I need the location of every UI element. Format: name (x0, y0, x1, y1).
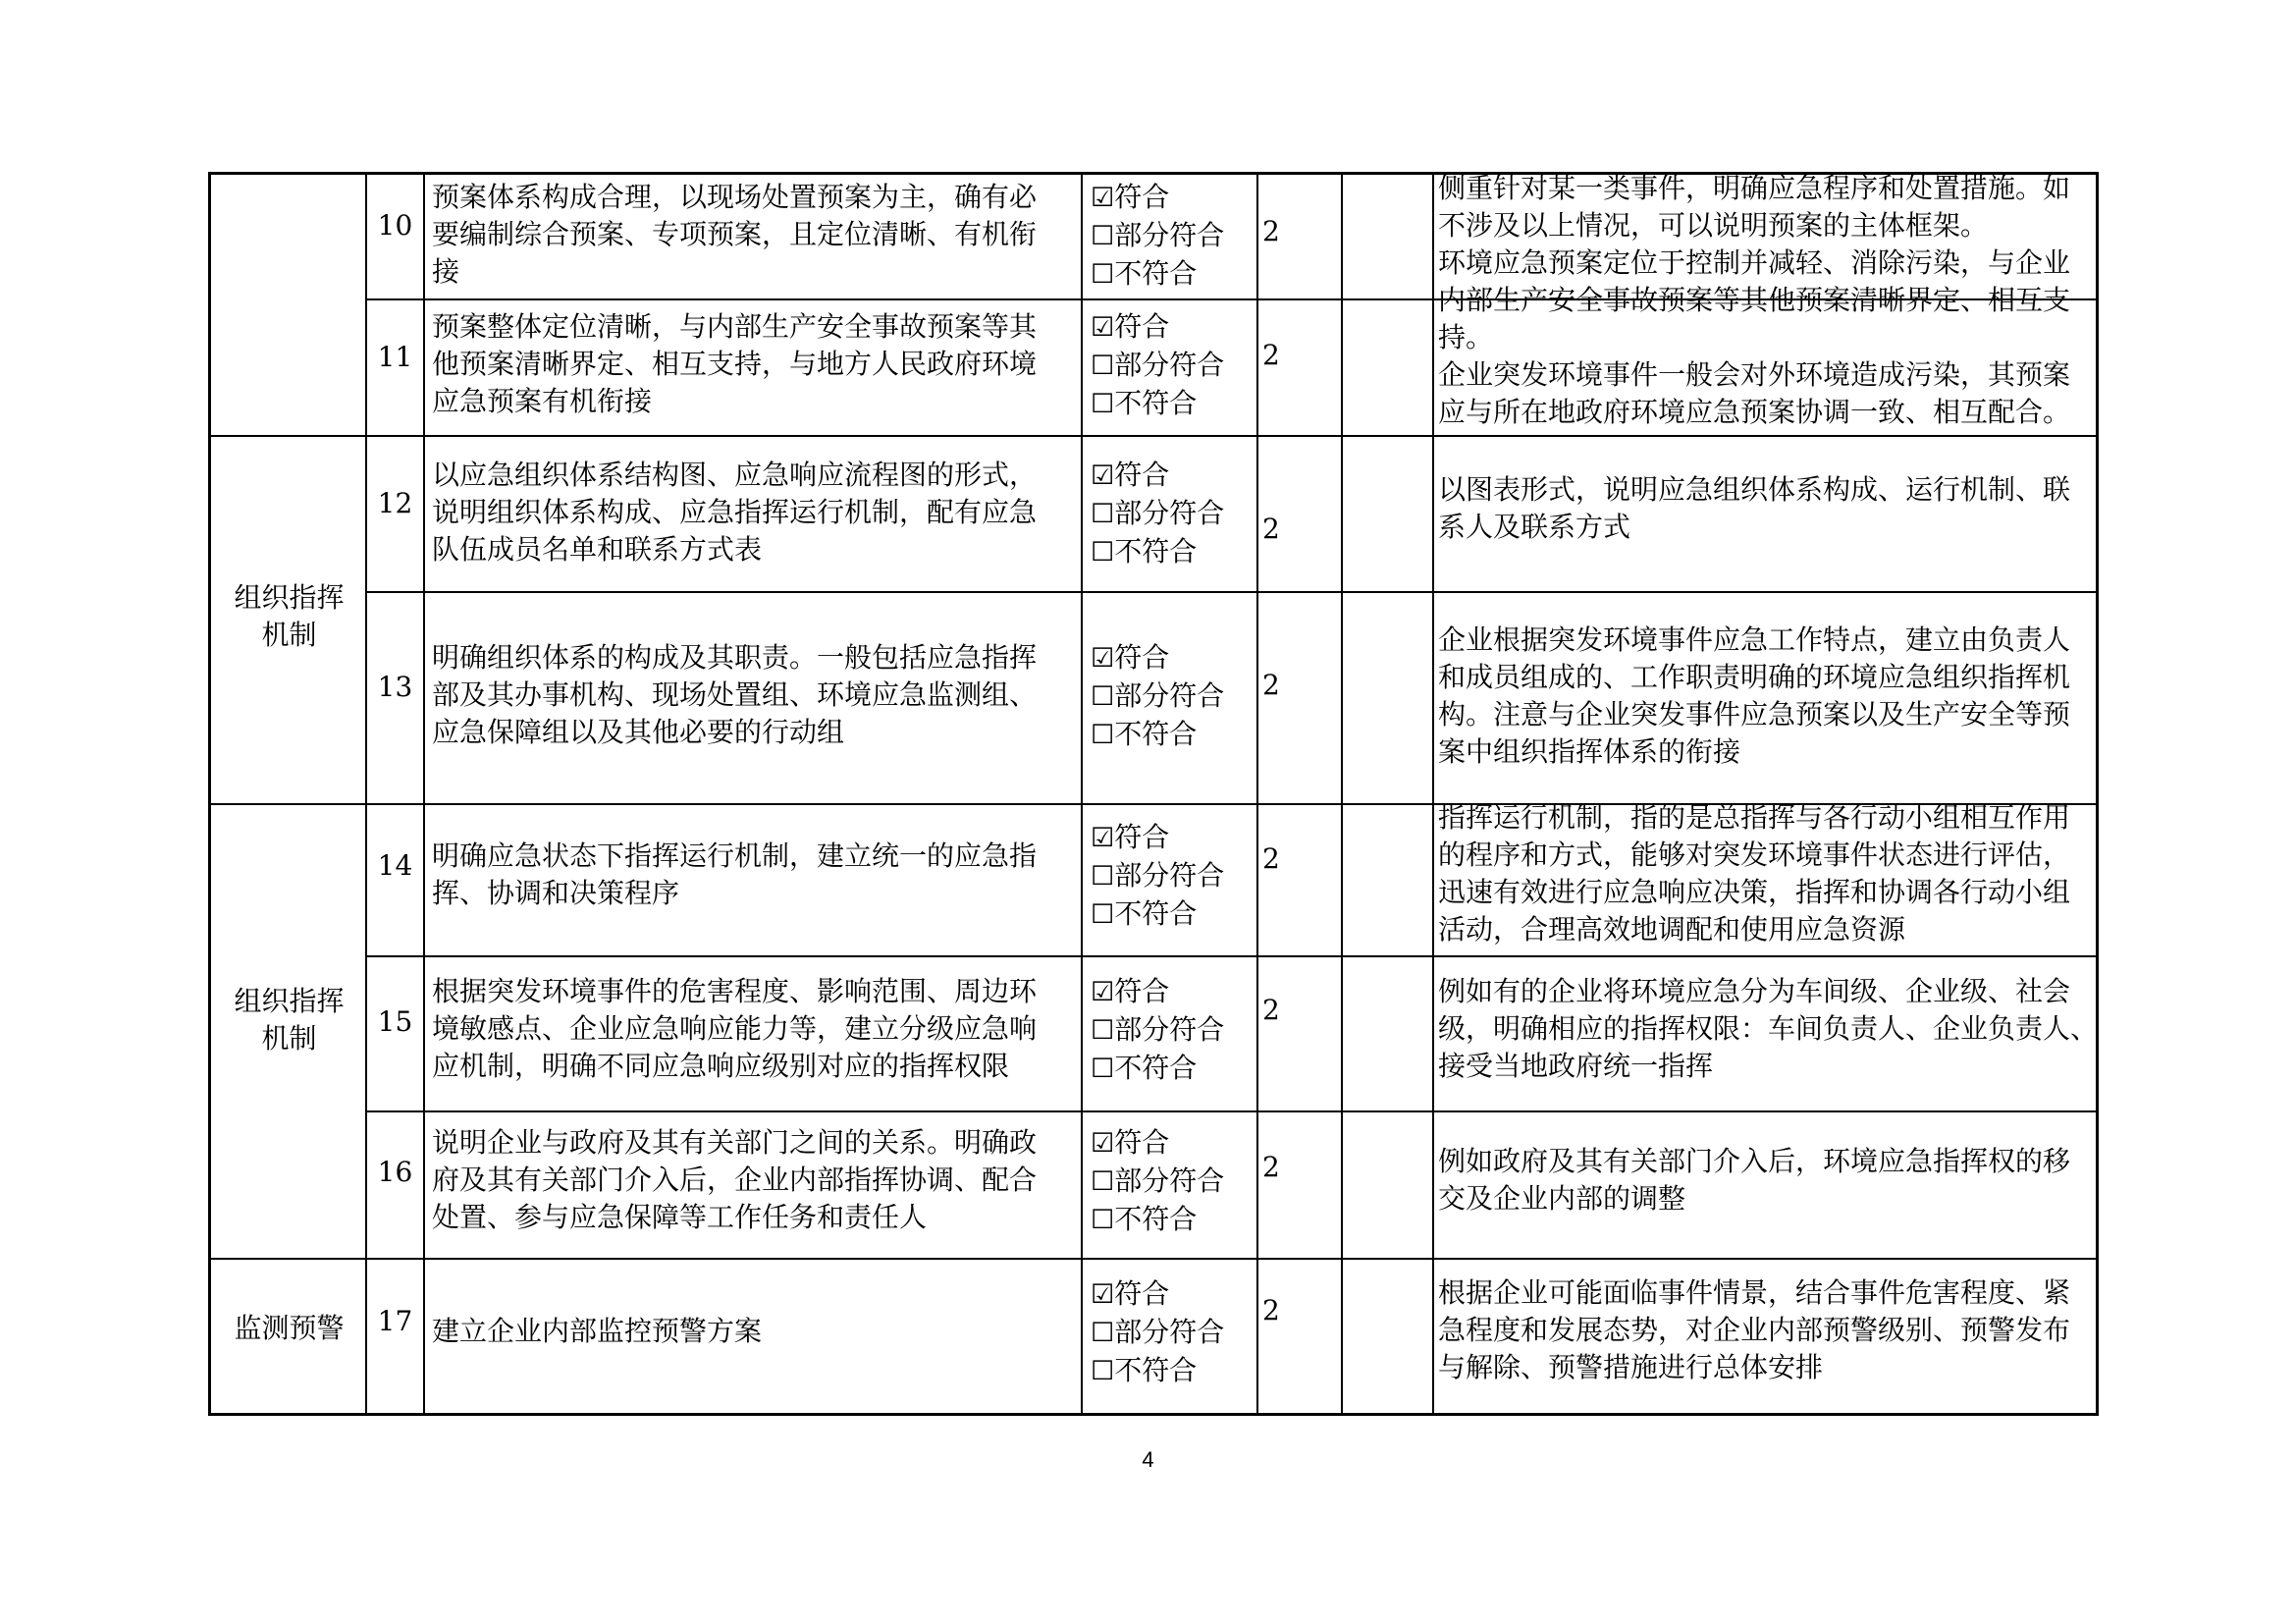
category-cell: 组织指挥 机制 (234, 985, 345, 1055)
option-label: 符合 (1114, 1126, 1170, 1159)
unchecked-box-icon[interactable]: ☐ (1091, 389, 1115, 419)
row-divider (365, 298, 1037, 300)
note-text: 侧重针对某一类事件，明确应急程序和处置措施。如 不涉及以上情况，可以说明预案的主体框架。 环境应急预案定位于控制并减轻、消除污染，与企业 内部生产安全事故预案等其他预案清晰界定、相互支 持。 企业突发环境事件一般会对外环境造成污染，其预案 应与所在地政府环境应急预案协调一致、相互配合。 (1438, 172, 2071, 428)
option-label: 不符合 (1114, 1203, 1198, 1235)
note-text: 企业根据突发环境事件应急工作特点，建立由负责人 和成员组成的、工作职责明确的环境应急组织指挥机 构。注意与企业突发事件应急预案以及生产安全等预 案中组织指挥体系的衔接 (1438, 623, 2071, 768)
option-label: 符合 (1114, 1277, 1170, 1310)
checked-box-icon[interactable]: ☑ (1091, 977, 1115, 1007)
score-cell: 2 (1262, 339, 1280, 371)
unchecked-box-icon[interactable]: ☐ (1091, 720, 1115, 750)
row-divider (211, 1258, 2096, 1260)
checked-box-icon[interactable]: ☑ (1091, 460, 1115, 491)
requirement-text: 明确应急状态下指挥运行机制，建立统一的应急指 挥、协调和决策程序 (432, 839, 1038, 909)
option-label: 部分符合 (1114, 1316, 1225, 1348)
option-label: 部分符合 (1114, 679, 1225, 712)
row-number: 14 (377, 849, 413, 882)
unchecked-box-icon[interactable]: ☐ (1091, 681, 1115, 712)
option-label: 部分符合 (1114, 497, 1225, 529)
checked-box-icon[interactable]: ☑ (1091, 183, 1115, 213)
row-number: 13 (377, 671, 413, 703)
row-number: 17 (377, 1305, 413, 1337)
option-label: 符合 (1114, 975, 1170, 1007)
checked-box-icon[interactable]: ☑ (1091, 312, 1115, 343)
compliance-options (1091, 308, 1224, 423)
requirement-text: 预案体系构成合理，以现场处置预案为主，确有必 要编制综合预案、专项预案，且定位清晰、有机衔 接 (432, 181, 1038, 288)
note-text: 例如有的企业将环境应急分为车间级、企业级、社会 级，明确相应的指挥权限：车间负责人、企业负责人、 接受当地政府统一指挥 (1438, 975, 2099, 1082)
category-cell: 组织指挥 机制 (234, 581, 345, 651)
requirement-text: 以应急组织体系结构图、应急响应流程图的形式， 说明组织体系构成、应急指挥运行机制，配有应急 队伍成员名单和联系方式表 (432, 459, 1038, 566)
column-divider (1081, 175, 1083, 1413)
category-cell: 监测预警 (234, 1312, 345, 1344)
unchecked-box-icon[interactable]: ☐ (1091, 221, 1115, 251)
row-number: 16 (377, 1156, 413, 1188)
compliance-options (1091, 1124, 1224, 1239)
unchecked-box-icon[interactable]: ☐ (1091, 537, 1115, 568)
row-number: 10 (377, 209, 413, 242)
option-label: 符合 (1114, 310, 1170, 343)
row-number: 12 (377, 487, 413, 519)
option-label: 不符合 (1114, 387, 1198, 419)
requirement-text: 建立企业内部监控预警方案 (432, 1315, 763, 1347)
unchecked-box-icon[interactable]: ☐ (1091, 1205, 1115, 1235)
compliance-options (1091, 457, 1224, 571)
checked-box-icon[interactable]: ☑ (1091, 643, 1115, 674)
page-number: 4 (1142, 1447, 1154, 1472)
score-cell: 2 (1262, 842, 1280, 875)
requirement-text: 说明企业与政府及其有关部门之间的关系。明确政 府及其有关部门介入后，企业内部指挥协调、配合 处置、参与应急保障等工作任务和责任人 (432, 1126, 1038, 1233)
option-label: 部分符合 (1114, 349, 1225, 381)
score-cell: 2 (1262, 994, 1280, 1026)
compliance-options (1091, 179, 1224, 294)
unchecked-box-icon[interactable]: ☐ (1091, 499, 1115, 529)
unchecked-box-icon[interactable]: ☐ (1091, 1166, 1115, 1197)
unchecked-box-icon[interactable]: ☐ (1091, 1356, 1115, 1386)
note-text: 以图表形式，说明应急组织体系构成、运行机制、联 系人及联系方式 (1438, 473, 2071, 543)
option-label: 部分符合 (1114, 219, 1225, 251)
compliance-options (1091, 639, 1224, 754)
option-label: 不符合 (1114, 897, 1198, 930)
option-label: 部分符合 (1114, 1164, 1225, 1197)
option-label: 不符合 (1114, 535, 1198, 568)
unchecked-box-icon[interactable]: ☐ (1091, 1015, 1115, 1046)
row-divider (365, 955, 2096, 957)
unchecked-box-icon[interactable]: ☐ (1091, 1318, 1115, 1348)
option-label: 符合 (1114, 181, 1170, 213)
row-divider (211, 435, 2096, 437)
row-divider (365, 1110, 2096, 1112)
option-label: 部分符合 (1114, 1013, 1225, 1046)
row-number: 11 (377, 341, 413, 373)
option-label: 不符合 (1114, 257, 1198, 290)
unchecked-box-icon[interactable]: ☐ (1091, 899, 1115, 930)
unchecked-box-icon[interactable]: ☐ (1091, 861, 1115, 892)
option-label: 部分符合 (1114, 859, 1225, 892)
note-text: 根据企业可能面临事件情景，结合事件危害程度、紧 急程度和发展态势，对企业内部预警级别、预警发布 与解除、预警措施进行总体安排 (1438, 1276, 2071, 1383)
score-cell: 2 (1262, 1151, 1280, 1183)
row-divider (365, 591, 2096, 593)
option-label: 符合 (1114, 821, 1170, 853)
unchecked-box-icon[interactable]: ☐ (1091, 351, 1115, 381)
option-label: 不符合 (1114, 1052, 1198, 1084)
score-cell: 2 (1262, 1294, 1280, 1326)
requirement-text: 根据突发环境事件的危害程度、影响范围、周边环 境敏感点、企业应急响应能力等，建立分级应急响 应机制，明确不同应急响应级别对应的指挥权限 (432, 975, 1038, 1082)
score-cell: 2 (1262, 215, 1280, 247)
compliance-options (1091, 1275, 1224, 1390)
requirement-text: 明确组织体系的构成及其职责。一般包括应急指挥 部及其办事机构、现场处置组、环境应急监测组、 应急保障组以及其他必要的行动组 (432, 641, 1038, 748)
compliance-options (1091, 973, 1224, 1088)
unchecked-box-icon[interactable]: ☐ (1091, 1054, 1115, 1084)
score-cell: 2 (1262, 669, 1280, 701)
column-divider (1432, 175, 1434, 1413)
option-label: 不符合 (1114, 718, 1198, 750)
row-number: 15 (377, 1005, 413, 1038)
column-divider (1341, 175, 1343, 1413)
checked-box-icon[interactable]: ☑ (1091, 823, 1115, 853)
requirement-text: 预案整体定位清晰，与内部生产安全事故预案等其 他预案清晰界定、相互支持，与地方人民政府环境 应急预案有机衔接 (432, 310, 1038, 417)
note-text: 指挥运行机制，指的是总指挥与各行动小组相互作用 的程序和方式，能够对突发环境事件状态进行评估， 迅速有效进行应急响应决策，指挥和协调各行动小组 活动，合理高效地调配和使用应急资源 (1438, 801, 2071, 946)
compliance-options (1091, 819, 1224, 934)
checked-box-icon[interactable]: ☑ (1091, 1128, 1115, 1159)
option-label: 符合 (1114, 459, 1170, 491)
checked-box-icon[interactable]: ☑ (1091, 1279, 1115, 1310)
option-label: 符合 (1114, 641, 1170, 674)
note-text: 例如政府及其有关部门介入后，环境应急指挥权的移 交及企业内部的调整 (1438, 1145, 2071, 1215)
option-label: 不符合 (1114, 1354, 1198, 1386)
column-divider (1256, 175, 1258, 1413)
unchecked-box-icon[interactable]: ☐ (1091, 259, 1115, 290)
score-cell: 2 (1262, 513, 1280, 545)
